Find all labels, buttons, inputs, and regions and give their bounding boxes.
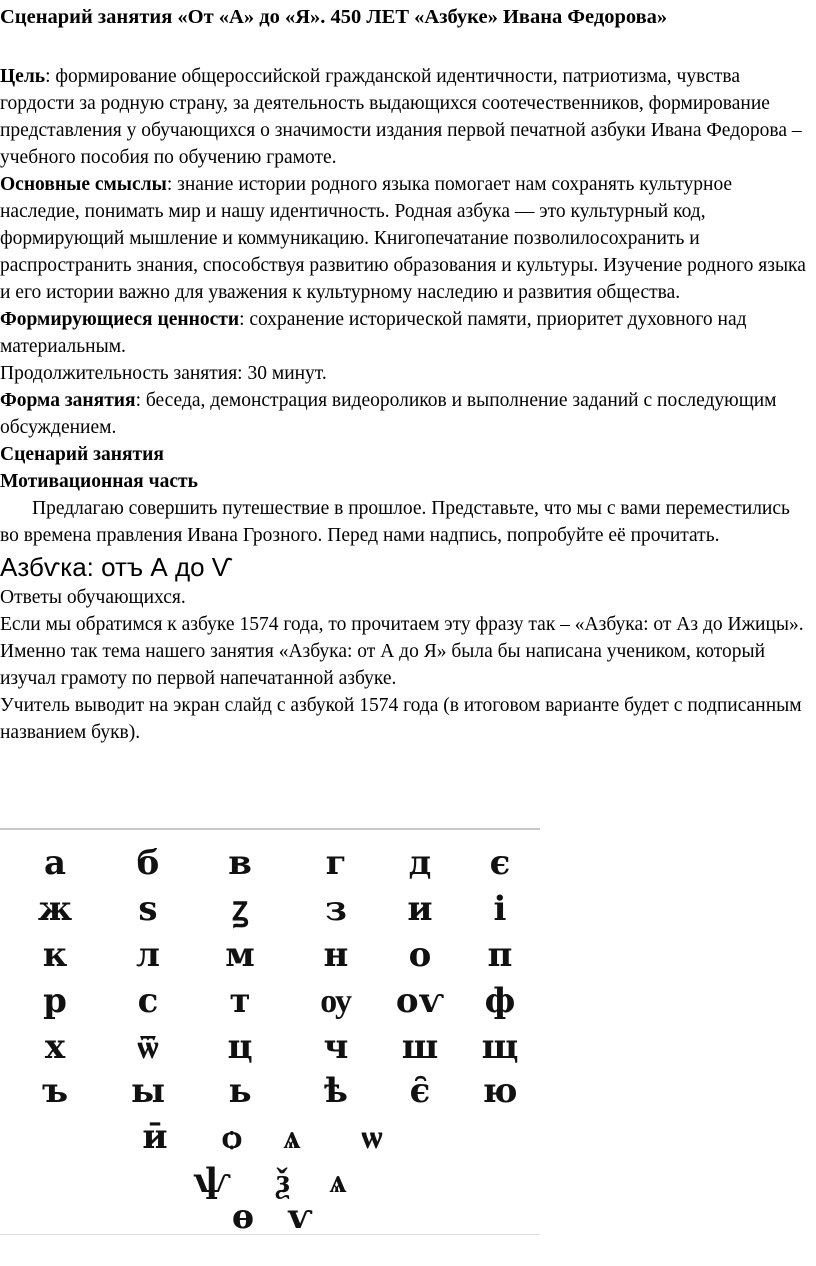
teacher-paragraph: Учитель выводит на экран слайд с азбукой 1574 года (в итоговом варианте будет с подписанным названием букв). xyxy=(0,695,802,743)
alphabet-letter: ж xyxy=(37,889,73,929)
scenario-heading: Сценарий занятия xyxy=(0,444,164,465)
alphabet-letter: а xyxy=(43,843,67,883)
alphabet-letter: є̑ xyxy=(409,1071,431,1111)
intro-paragraph: Предлагаю совершить путешествие в прошлое. Представьте, что мы с вами переместились во времена правления Ивана Грозного. Перед нами надпись, попробуйте её прочитать. xyxy=(0,498,790,546)
values-label: Формирующиеся ценности xyxy=(0,309,240,330)
alphabet-letter: ӣ xyxy=(142,1117,168,1157)
alphabet-letter: ѳ xyxy=(231,1197,255,1234)
alphabet-letter: ѣ xyxy=(324,1071,348,1111)
alphabet-glyph-grid xyxy=(0,830,540,1234)
alphabet-letter: ѯ xyxy=(276,1161,290,1201)
alphabet-letter: ѿ xyxy=(137,1027,159,1067)
read-1574-paragraph: Если мы обратимся к азбуке 1574 года, то прочитаем эту фразу так – «Азбука: от Аз до Ижицы». xyxy=(0,614,804,635)
alphabet-letter: н xyxy=(323,935,349,975)
alphabet-letter: г xyxy=(325,843,347,883)
alphabet-letter: ш xyxy=(401,1027,439,1067)
alphabet-letter: ѧ xyxy=(283,1117,301,1157)
alphabet-letter: ѡ xyxy=(361,1117,383,1157)
meanings-label: Основные смыслы xyxy=(0,174,167,195)
goal-text: : формирование общероссийской гражданской идентичности, патриотизма, чувства гордости за родную страну, за деятельность выдающихся соотечественников, формирование представления у обучающихся о значимости издания первой печатной азбуки Ивана Федорова – учебного пособия по обучению грамоте. xyxy=(0,66,802,168)
document-title: Сценарий занятия «От «А» до «Я». 450 ЛЕТ «Азбуке» Ивана Федорова» xyxy=(0,6,668,28)
alphabet-letter: ѧ xyxy=(329,1161,347,1201)
alphabet-letter: ы xyxy=(130,1071,166,1111)
motivation-heading: Мотивационная часть xyxy=(0,471,198,492)
alphabet-letter: ѹ xyxy=(320,981,352,1021)
topic-paragraph: Именно так тема нашего занятия «Азбука: от А до Я» была бы написана учеником, который изучал грамоту по первой напечатанной азбуке. xyxy=(0,641,766,689)
form-label: Форма занятия xyxy=(0,390,136,411)
alphabet-letter: ф xyxy=(484,981,516,1021)
answers-paragraph: Ответы обучающихся. xyxy=(0,587,186,608)
form-paragraph xyxy=(0,387,812,441)
alphabet-letter: х xyxy=(44,1027,66,1067)
alphabet-letter: б xyxy=(136,843,160,883)
meanings-paragraph xyxy=(0,171,812,306)
alphabet-letter: р xyxy=(43,981,67,1021)
alphabet-letter: ѕ xyxy=(138,889,158,929)
duration-paragraph: Продолжительность занятия: 30 минут. xyxy=(0,363,327,384)
alphabet-letter: и xyxy=(407,889,433,929)
goal-paragraph xyxy=(0,63,812,171)
values-paragraph xyxy=(0,306,812,360)
alphabet-letter: л xyxy=(136,935,160,975)
alphabet-letter: ц xyxy=(227,1027,253,1067)
form-text: : беседа, демонстрация видеороликов и выполнение заданий с последующим обсуждением. xyxy=(0,390,777,438)
alphabet-letter: з xyxy=(325,889,347,929)
alphabet-letter: ч xyxy=(323,1027,349,1067)
meanings-text: : знание истории родного языка помогает нам сохранять культурное наследие, понимать мир и нашу идентичность. Родная азбука — это культурный код, формирующий мышление и коммуникацию. Книгопечатание позволилосохранить и распространить знания, способствуя развитию образования и культуры. Изучение родного языка и его истории важно для уважения к культурному наследию и развития общества. xyxy=(0,174,806,303)
alphabet-letter: оѵ xyxy=(395,981,445,1021)
old-slavonic-phrase: Азбѵка: отъ А до Ѵ xyxy=(0,552,233,582)
alphabet-letter: ꙁ xyxy=(231,889,249,929)
alphabet-letter: ѱ xyxy=(193,1161,231,1201)
values-text: : сохранение исторической памяти, приоритет духовного над материальным. xyxy=(0,309,747,357)
document-body xyxy=(0,63,812,746)
alphabet-letter: в xyxy=(228,843,252,883)
alphabet-letter: ѵ xyxy=(287,1197,313,1234)
alphabet-letter: ь xyxy=(228,1071,252,1111)
alphabet-letter: ю xyxy=(482,1071,518,1111)
alphabet-letter: п xyxy=(487,935,513,975)
alphabet-letter: щ xyxy=(481,1027,519,1067)
alphabet-letter: с xyxy=(137,981,159,1021)
alphabet-letter: д xyxy=(408,843,432,883)
alphabet-letter: і xyxy=(493,889,507,929)
alphabet-letter: о xyxy=(408,935,432,975)
alphabet-letter: к xyxy=(42,935,68,975)
alphabet-letter: т xyxy=(229,981,251,1021)
alphabet-1574-image xyxy=(0,828,540,1235)
alphabet-letter: м xyxy=(225,935,255,975)
alphabet-letter: ѻ xyxy=(222,1117,242,1157)
alphabet-letter: є xyxy=(489,843,511,883)
alphabet-letter: ъ xyxy=(41,1071,69,1111)
goal-label: Цель xyxy=(0,66,46,87)
